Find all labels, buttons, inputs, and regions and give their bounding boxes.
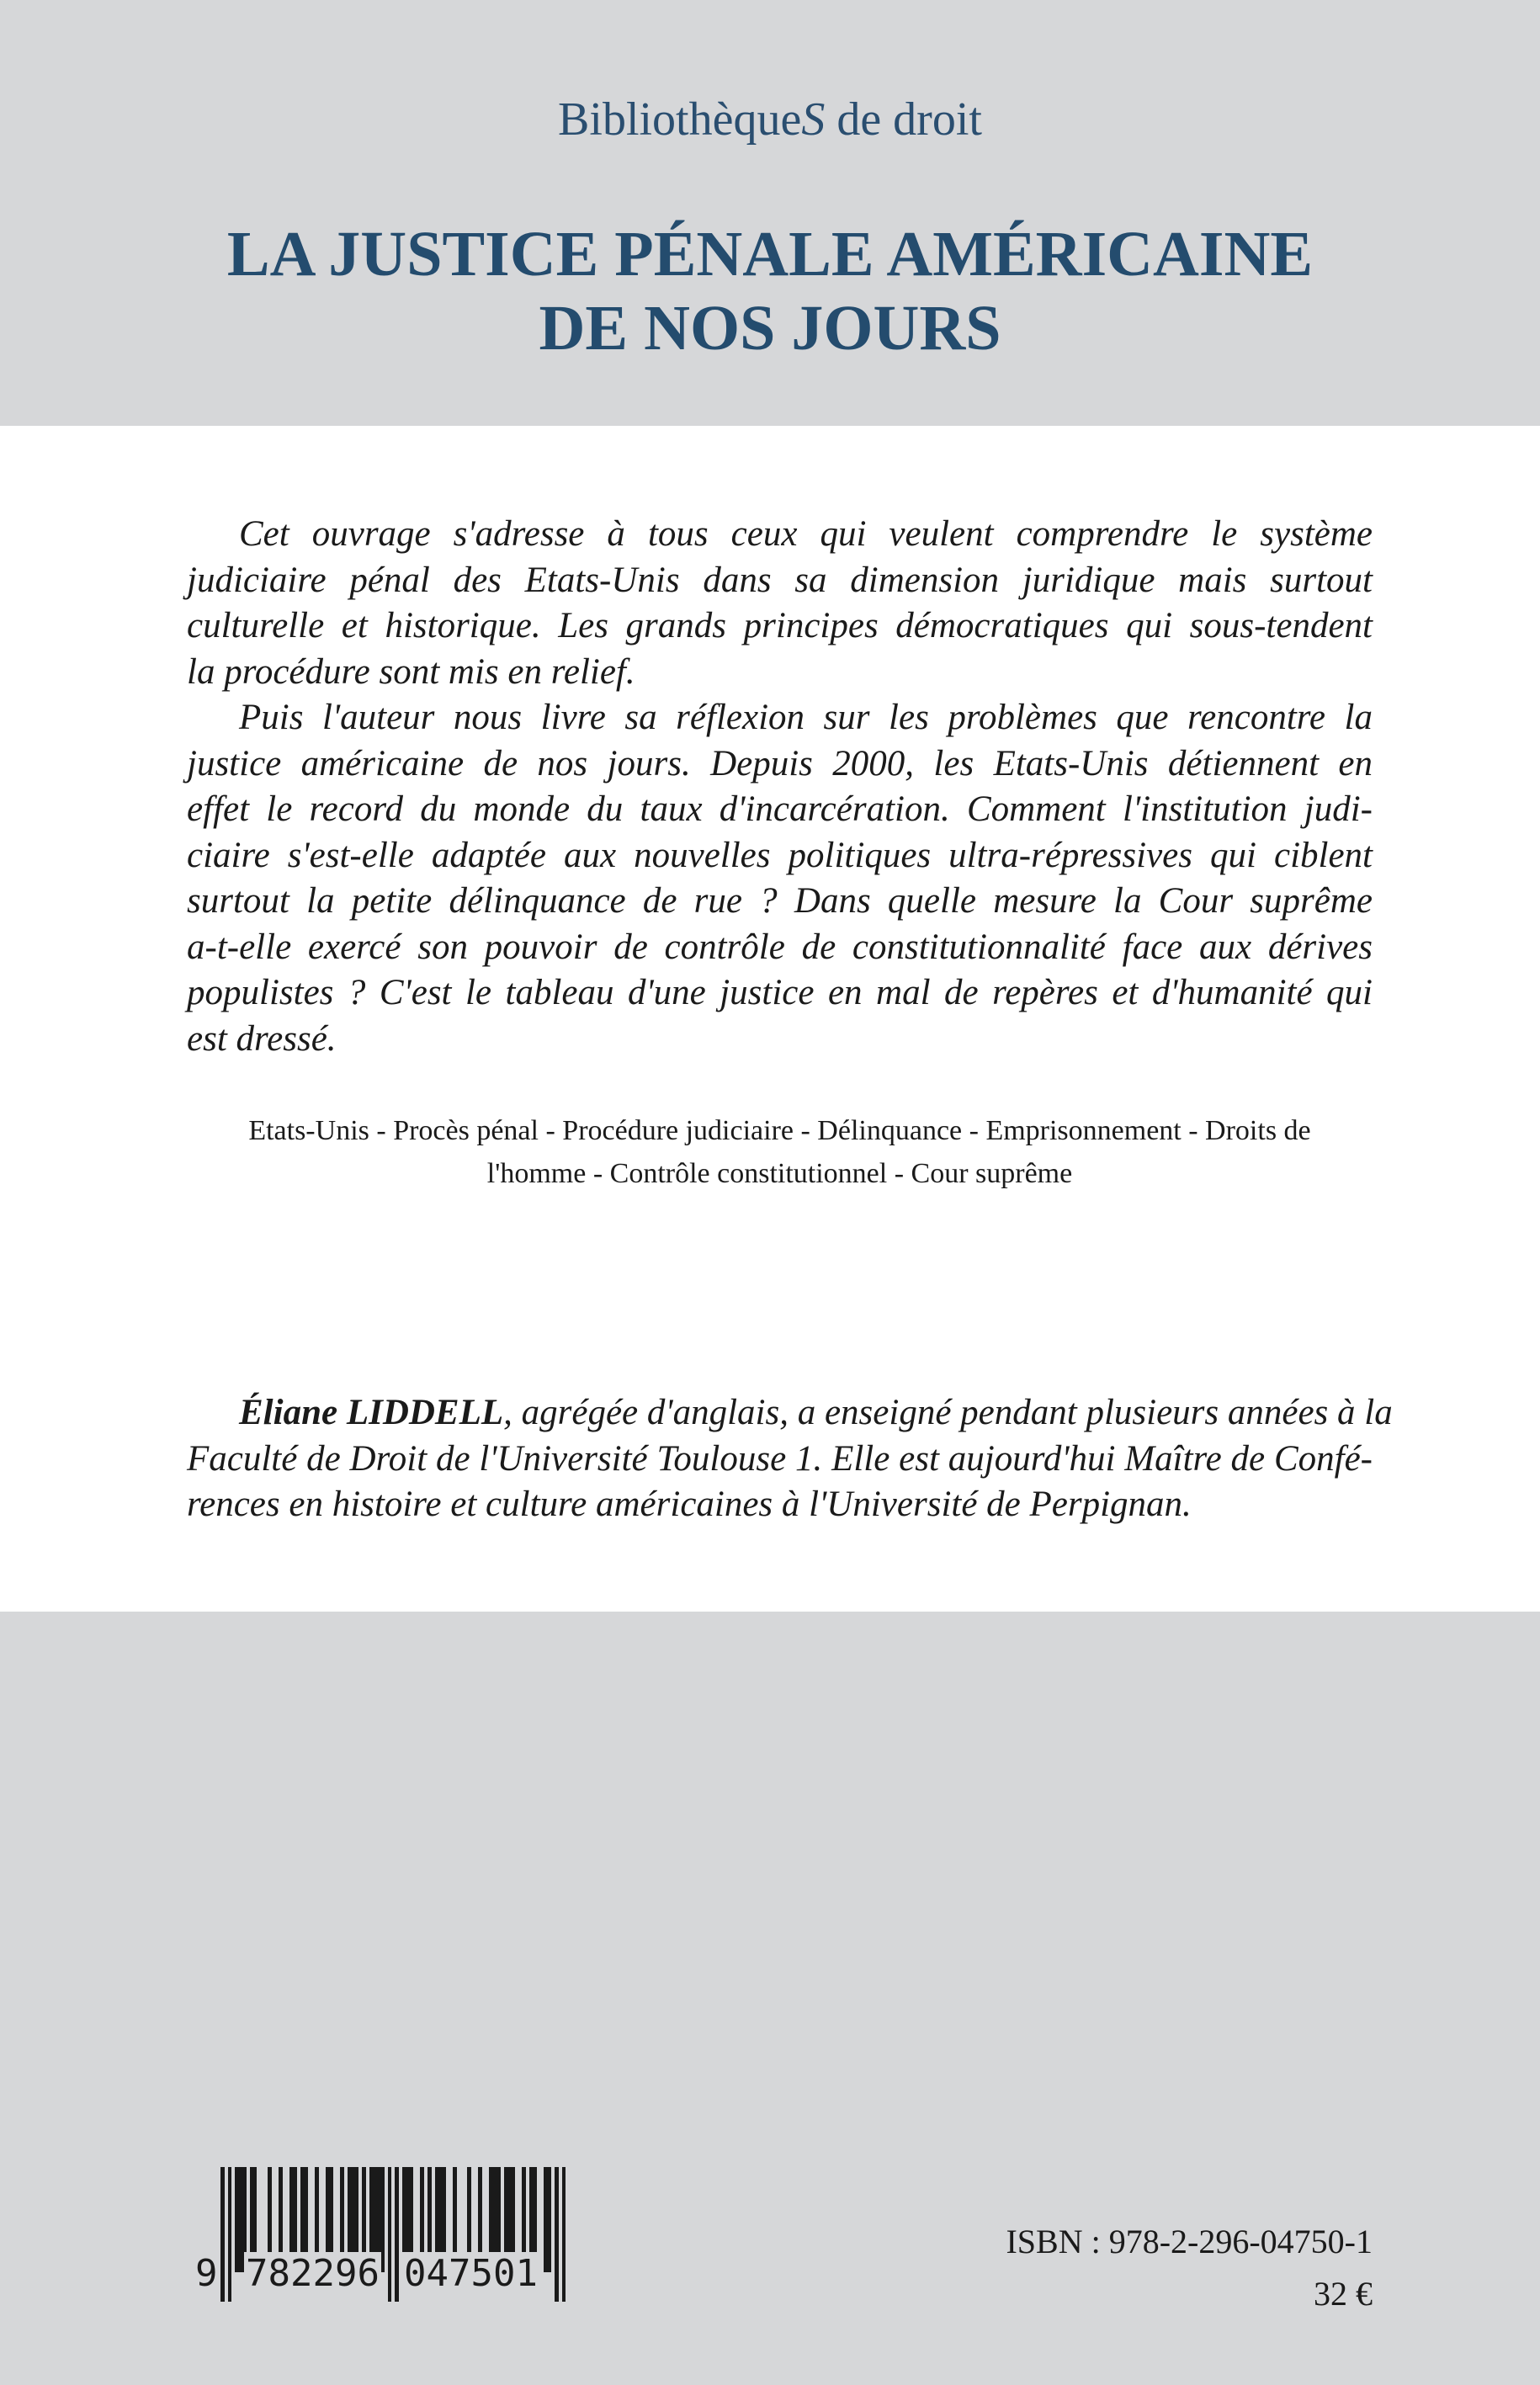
title-line-1: LA JUSTICE PÉNALE AMÉRICAINE	[226, 219, 1314, 289]
author-name: Éliane LIDDELL	[239, 1393, 504, 1432]
series-name	[0, 93, 1540, 146]
keywords-line: l'homme - Contrôle constitutionnel - Cour suprême	[486, 1158, 1073, 1189]
header-band	[0, 0, 1540, 426]
isbn: ISBN : 978-2-296-04750-1	[1006, 2223, 1373, 2260]
summary-line: culturelle et historique. Les grands principes démocratiques qui sous-tendent	[187, 606, 1373, 645]
barcode-bar	[228, 2167, 232, 2302]
keywords-line: Etats-Unis - Procès pénal - Procédure judiciaire - Délinquance - Emprisonnement - Droits de	[248, 1115, 1311, 1146]
author-line	[187, 1390, 1393, 1437]
barcode-bar	[388, 2167, 392, 2302]
summary-text	[187, 512, 1373, 1062]
price: 32 €	[1314, 2275, 1373, 2313]
barcode-right-digits: 047501	[404, 2252, 538, 2295]
summary-line: effet le record du monde du taux d'incarcération. Comment l'institution judi-	[187, 789, 1373, 829]
summary-line: la procédure sont mis en relief.	[187, 651, 635, 692]
summary-line: Cet ouvrage s'adresse à tous ceux qui veulent comprendre le système	[239, 514, 1373, 554]
series-s: S	[801, 93, 826, 146]
book-title	[0, 217, 1540, 365]
barcode-bar	[220, 2167, 225, 2302]
summary-line: Puis l'auteur nous livre sa réflexion sur les problèmes que rencontre la	[239, 698, 1373, 737]
summary-line: justice américaine de nos jours. Depuis 2000, les Etats-Unis détiennent en	[187, 743, 1373, 783]
author-line: Faculté de Droit de l'Université Toulouse 1. Elle est aujourd'hui Maître de Confé-	[187, 1438, 1373, 1479]
series-suffix: de droit	[825, 93, 982, 146]
summary-line: surtout la petite délinquance de rue ? Dans quelle mesure la Cour suprême	[187, 881, 1373, 921]
summary-line: est dressé.	[187, 1018, 337, 1059]
summary-line: ciaire s'est-elle adaptée aux nouvelles politiques ultra-répressives qui ciblent	[187, 835, 1373, 875]
barcode-bar	[562, 2167, 566, 2302]
series-prefix: Bibliothèque	[558, 93, 802, 146]
summary-line: judiciaire pénal des Etats-Unis dans sa dimension juridique mais surtout	[187, 560, 1373, 600]
title-line-2: DE NOS JOURS	[539, 293, 1001, 364]
keywords	[187, 1109, 1373, 1195]
barcode-left-digits: 782296	[246, 2252, 380, 2295]
barcode-bar	[395, 2167, 399, 2302]
barcode-bar	[555, 2167, 559, 2302]
author-line-rest: , agrégée d'anglais, a enseigné pendant plusieurs années à la	[503, 1393, 1393, 1432]
summary-line: a-t-elle exercé son pouvoir de contrôle de constitutionnalité face aux dérives	[187, 927, 1373, 967]
author-line: rences en histoire et culture américaines à l'Université de Perpignan.	[187, 1485, 1192, 1524]
summary-line: populistes ? C'est le tableau d'une justice en mal de repères et d'humanité qui	[187, 973, 1373, 1012]
author-bio	[187, 1390, 1393, 1528]
barcode-first-digit: 9	[195, 2252, 218, 2295]
barcode-bar	[547, 2167, 551, 2272]
